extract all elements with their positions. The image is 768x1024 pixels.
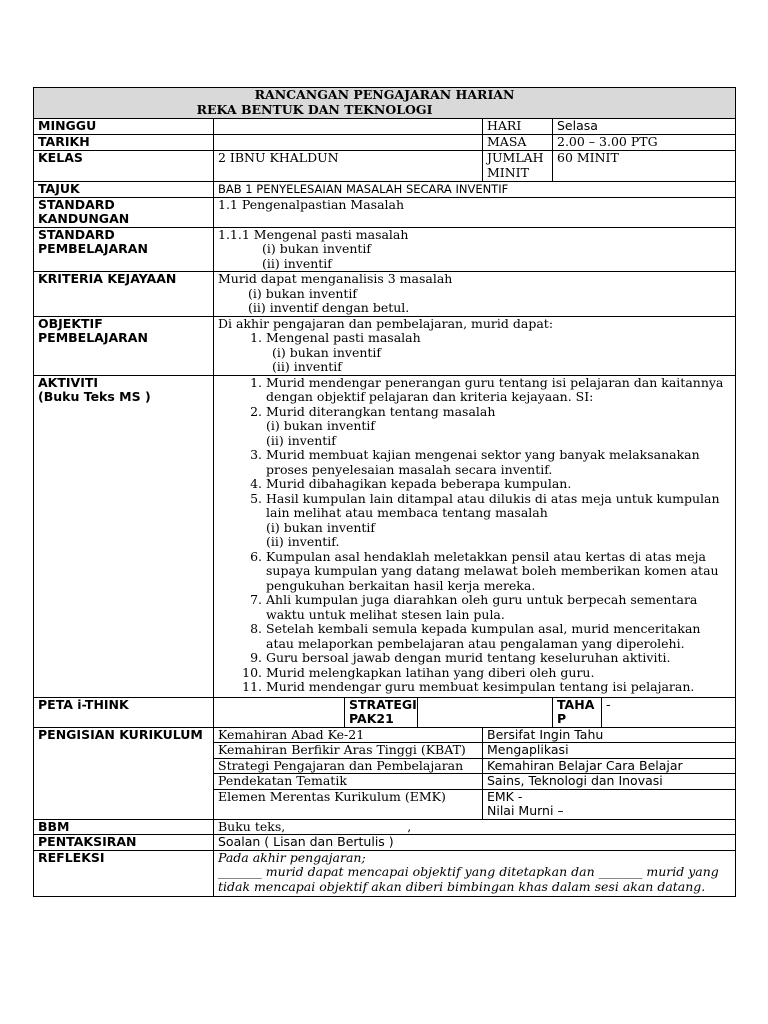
list-item: 11. Murid mendengar guru membuat kesimpulan tentang isi pelajaran. bbox=[266, 680, 731, 695]
hari-label: HARI bbox=[483, 119, 553, 135]
strategi-value bbox=[418, 697, 553, 727]
nilai-murni-text: Nilai Murni – bbox=[487, 803, 564, 818]
tajuk-value: BAB 1 PENYELESAIAN MASALAH SECARA INVENTIF bbox=[214, 182, 736, 198]
row-refleksi bbox=[34, 850, 736, 897]
sp-line-1: 1.1.1 Mengenal pasti masalah bbox=[218, 226, 409, 242]
kriteria-value bbox=[214, 272, 736, 317]
tarikh-label: TARIKH bbox=[34, 135, 214, 151]
pengisian-left: Elemen Merentas Kurikulum (EMK) bbox=[214, 789, 483, 819]
row-tarikh bbox=[34, 135, 736, 151]
bbm-value bbox=[214, 819, 736, 835]
aktiviti-list bbox=[214, 375, 736, 697]
refleksi-line-2: _______ murid dapat mencapai objektif yang ditetapkan dan _______ murid yang tidak mencapai objektif akan diberi bimbingan khas dalam sesi akan datang. bbox=[218, 864, 719, 894]
objektif-label: OBJEKTIF PEMBELAJARAN bbox=[34, 316, 214, 375]
lesson-plan-table bbox=[33, 87, 736, 897]
objektif-item-text: Mengenal pasti masalah bbox=[266, 330, 421, 345]
list-item-text: Hasil kumpulan lain ditampal atau dilukis di atas meja untuk kumpulan lain melihat atau membaca tentang masalah bbox=[266, 490, 720, 520]
row-peta bbox=[34, 697, 736, 727]
pengisian-right: Bersifat Ingin Tahu bbox=[483, 727, 736, 743]
list-item: 8. Setelah kembali semula kepada kumpulan asal, murid menceritakan atau melaporkan pembelajaran atau pengalaman yang diperolehi. bbox=[266, 622, 731, 651]
list-item: 10. Murid melengkapkan latihan yang diberi oleh guru. bbox=[266, 666, 731, 681]
row-standard-pembelajaran bbox=[34, 227, 736, 272]
jumlah-minit-label: JUMLAH MINIT bbox=[483, 151, 553, 182]
page-title bbox=[34, 88, 736, 119]
kelas-value: 2 IBNU KHALDUN bbox=[214, 151, 483, 182]
list-item: 3. Murid membuat kajian mengenai sektor yang banyak melaksanakan proses penyelesaian masalah secara inventif. bbox=[266, 448, 731, 477]
list-item: 1. Murid mendengar penerangan guru tentang isi pelajaran dan kaitannya dengan objektif pelajaran dan kriteria kejayaan. SI: bbox=[266, 376, 731, 405]
pengisian-right bbox=[483, 789, 736, 819]
list-item: 4. Murid dibahagikan kepada beberapa kumpulan. bbox=[266, 477, 731, 492]
kriteria-label: KRITERIA KEJAYAAN bbox=[34, 272, 214, 317]
peta-label: PETA i-THINK bbox=[34, 697, 214, 727]
list-sub-item: (ii) inventif bbox=[266, 432, 336, 448]
refleksi-line-1: Pada akhir pengajaran; bbox=[218, 849, 366, 865]
objektif-intro: Di akhir pengajaran dan pembelajaran, murid dapat: bbox=[218, 315, 554, 331]
minggu-label: MINGGU bbox=[34, 119, 214, 135]
pentaksiran-label: PENTAKSIRAN bbox=[34, 835, 214, 851]
refleksi-label: REFLEKSI bbox=[34, 850, 214, 897]
tahap-label bbox=[553, 697, 602, 727]
title-line-1: RANCANGAN PENGAJARAN HARIAN bbox=[254, 87, 515, 102]
kriteria-line-2: (i) bukan inventif bbox=[248, 285, 358, 301]
minggu-value bbox=[214, 119, 483, 135]
aktiviti-label bbox=[34, 375, 214, 697]
masa-label: MASA bbox=[483, 135, 553, 151]
tahap-value-text: - bbox=[606, 696, 611, 712]
row-aktiviti bbox=[34, 375, 736, 697]
list-item: 7. Ahli kumpulan juga diarahkan oleh guru untuk berpecah sementara waktu untuk melihat stesen lain pula. bbox=[266, 593, 731, 622]
list-item bbox=[266, 405, 731, 449]
pengisian-left: Pendekatan Tematik bbox=[214, 774, 483, 790]
sp-line-3: (ii) inventif bbox=[262, 255, 332, 271]
list-sub-item: (i) bukan inventif bbox=[266, 418, 376, 433]
masa-value: 2.00 – 3.00 PTG bbox=[553, 135, 736, 151]
kelas-label: KELAS bbox=[34, 151, 214, 182]
row-pentaksiran bbox=[34, 835, 736, 851]
list-sub-item: (i) bukan inventif bbox=[266, 519, 376, 535]
standard-kandungan-value: 1.1 Pengenalpastian Masalah bbox=[214, 197, 736, 227]
bbm-comma: , bbox=[407, 818, 412, 834]
pengisian-left: Strategi Pengajaran dan Pembelajaran bbox=[214, 758, 483, 774]
bbm-text: Buku teks, bbox=[218, 818, 286, 834]
row-kriteria bbox=[34, 272, 736, 317]
tahap-label-text: TAHA P bbox=[557, 696, 595, 726]
list-item: 6. Kumpulan asal hendaklah meletakkan pensil atau kertas di atas meja supaya kumpulan yang datang melawat boleh memberikan komen atau pengukuhan berkaitan hasil kerja mereka. bbox=[266, 550, 731, 594]
sp-line-2: (i) bukan inventif bbox=[262, 241, 372, 256]
pengisian-right: Kemahiran Belajar Cara Belajar bbox=[483, 758, 736, 774]
objektif-sub-1: (i) bukan inventif bbox=[272, 344, 382, 360]
title-line-2: REKA BENTUK DAN TEKNOLOGI bbox=[196, 101, 433, 117]
kriteria-line-1: Murid dapat menganalisis 3 masalah bbox=[218, 271, 453, 286]
objektif-value bbox=[214, 316, 736, 375]
row-standard-kandungan bbox=[34, 197, 736, 227]
tajuk-label: TAJUK bbox=[34, 182, 214, 198]
emk-text: EMK - bbox=[487, 788, 523, 804]
jumlah-minit-value: 60 MINIT bbox=[553, 151, 736, 182]
row-bbm bbox=[34, 819, 736, 835]
header-row bbox=[34, 88, 736, 119]
row-minggu bbox=[34, 119, 736, 135]
tahap-value bbox=[602, 697, 736, 727]
strategi-label: STRATEGI PAK21 bbox=[345, 697, 418, 727]
pengisian-label: PENGISIAN KURIKULUM bbox=[34, 727, 214, 819]
standard-pembelajaran-value bbox=[214, 227, 736, 272]
row-objektif bbox=[34, 316, 736, 375]
standard-pembelajaran-label: STANDARD PEMBELAJARAN bbox=[34, 227, 214, 272]
kriteria-line-3: (ii) inventif dengan betul. bbox=[248, 300, 410, 315]
pengisian-right: Mengaplikasi bbox=[483, 743, 736, 759]
objektif-sub-2: (ii) inventif bbox=[272, 359, 342, 374]
peta-value bbox=[214, 697, 345, 727]
objektif-item bbox=[266, 331, 731, 375]
hari-value: Selasa bbox=[553, 119, 736, 135]
refleksi-value bbox=[214, 850, 736, 897]
tarikh-value bbox=[214, 135, 483, 151]
aktiviti-label-1: AKTIVITI bbox=[38, 374, 99, 390]
pengisian-left: Kemahiran Abad Ke-21 bbox=[214, 727, 483, 743]
row-kelas bbox=[34, 151, 736, 182]
standard-kandungan-label: STANDARD KANDUNGAN bbox=[34, 197, 214, 227]
list-item: 9. Guru bersoal jawab dengan murid tentang keseluruhan aktiviti. bbox=[266, 651, 731, 666]
aktiviti-label-2: (Buku Teks MS ) bbox=[38, 389, 151, 404]
list-sub-item: (ii) inventif. bbox=[266, 534, 340, 549]
row-pengisian-1 bbox=[34, 727, 736, 743]
pentaksiran-value: Soalan ( Lisan dan Bertulis ) bbox=[214, 835, 736, 851]
bbm-label: BBM bbox=[34, 819, 214, 835]
pengisian-left: Kemahiran Berfikir Aras Tinggi (KBAT) bbox=[214, 743, 483, 759]
row-tajuk bbox=[34, 182, 736, 198]
list-item-text: Murid diterangkan tentang masalah bbox=[266, 403, 496, 419]
list-item bbox=[266, 492, 731, 550]
pengisian-right: Sains, Teknologi dan Inovasi bbox=[483, 774, 736, 790]
lesson-plan bbox=[33, 87, 735, 897]
